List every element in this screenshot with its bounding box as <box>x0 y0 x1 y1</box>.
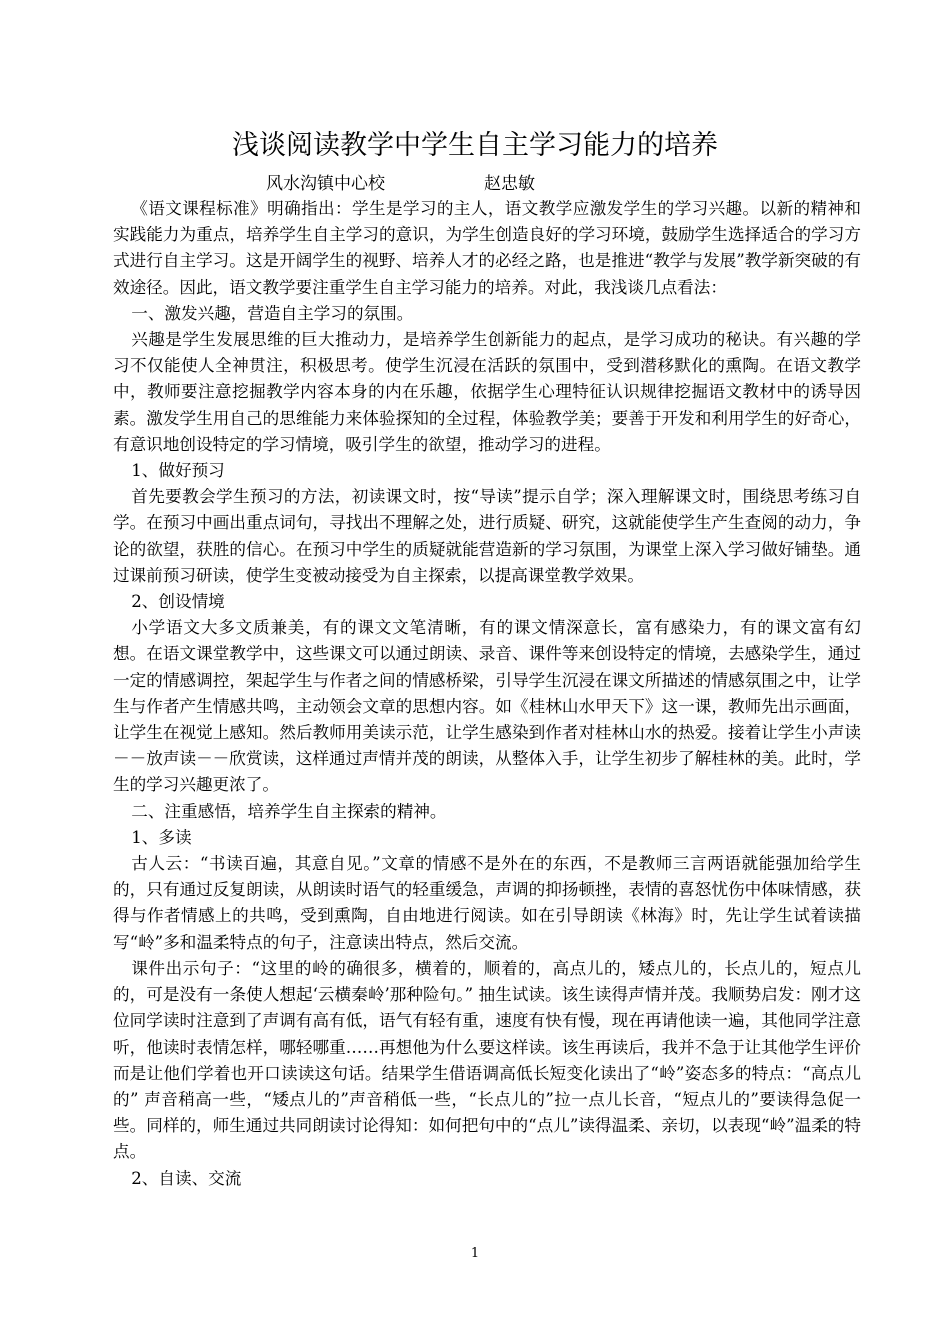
document-title: 浅谈阅读教学中学生自主学习能力的培养 <box>232 130 718 161</box>
body-paragraph: 课件出示句子：“这里的岭的确很多，横着的，顺着的，高点儿的，矮点儿的，长点儿的，短点儿的，可是没有一条使人想起‘云横秦岭’那种险句。” 抽生试读。该生读得声情并茂。我顺势启发：刚才这位同学读时注意到了声调有高有低，语气有轻有重，速度有快有慢，现在再请他读一遍，其他同学注意听，他读时表情怎样，哪轻哪重……再想他为什么要这样读。该生再读后，我并不急于让其他学生评价而是让他们学着也开口读读这句话。结果学生借语调高低长短变化读出了“岭”姿态多的特点：“高点儿的” 声音稍高一些，“矮点儿的”声音稍低一些，“长点儿的”拉一点儿长音，“短点儿的”要读得急促一些。同样的，师生通过共同朗读讨论得知：如何把句中的“点儿”读得温柔、亲切，以表现“岭”温柔的特点。 <box>113 958 861 1162</box>
subsection-heading-2-2: 2、自读、交流 <box>131 1168 242 1188</box>
body-paragraph: 小学语文大多文质兼美，有的课文文笔清晰，有的课文情深意长，富有感染力，有的课文富有幻想。在语文课堂教学中，这些课文可以通过朗读、录音、课件等来创设特定的情境，去感染学生，通过一定的情感调控，架起学生与作者之间的情感桥梁，引导学生沉浸在课文所描述的情感氛围之中，让学生与作者产生情感共鸣，主动领会文章的思想内容。如《桂林山水甲天下》这一课，教师先出示画面，让学生在视觉上感知。然后教师用美读示范，让学生感染到作者对桂林山水的热爱。接着让学生小声读－－放声读－－欣赏读，这样通过声情并茂的朗读，从整体入手，让学生初步了解桂林的美。此时，学生的学习兴趣更浓了。 <box>113 618 861 795</box>
body-paragraph: 古人云：“书读百遍，其意自见。”文章的情感不是外在的东西，不是教师三言两语就能强加给学生的，只有通过反复朗读，从朗读时语气的轻重缓急，声调的抑扬顿挫，表情的喜怒忧伤中体味情感，获得与作者情感上的共鸣，受到熏陶，自由地进行阅读。如在引导朗读《林海》时，先让学生试着读描写“岭”多和温柔特点的句子，注意读出特点，然后交流。 <box>113 854 861 952</box>
subsection-heading-1-2: 2、创设情境 <box>131 592 225 612</box>
section-heading-2: 二、注重感悟，培养学生自主探索的精神。 <box>131 801 447 821</box>
body-paragraph: 兴趣是学生发展思维的巨大推动力，是培养学生创新能力的起点，是学习成功的秘诀。有兴趣的学习不仅能使人全神贯注，积极思考。使学生沉浸在活跃的氛围中，受到潜移默化的熏陶。在语文教学中，教师要注意挖掘教学内容本身的内在乐趣，依据学生心理特征认识规律挖掘语文教材中的诱导因素。激发学生用自己的思维能力来体验探知的全过程，体验教学美；要善于开发和利用学生的好奇心，有意识地创设特定的学习情境，吸引学生的欲望，推动学习的进程。 <box>113 330 861 454</box>
subsection-heading-2-1: 1、多读 <box>131 827 192 847</box>
section-heading-1: 一、激发兴趣，营造自主学习的氛围。 <box>131 303 414 323</box>
document-body <box>113 196 861 1192</box>
author-name: 赵忠敏 <box>484 174 535 194</box>
page-number: 1 <box>470 1246 480 1261</box>
intro-paragraph: 《语文课程标准》明确指出：学生是学习的主人，语文教学应激发学生的学习兴趣。以新的精神和实践能力为重点，培养学生自主学习的意识，为学生创造良好的学习环境，鼓励学生选择适合的学习方式进行自主学习。这是开阔学生的视野、培养人才的必经之路，也是推进“教学与发展”教学新突破的有效途径。因此，语文教学要注重学生自主学习能力的培养。对此，我浅谈几点看法： <box>113 199 861 297</box>
subsection-heading-1-1: 1、做好预习 <box>131 461 225 481</box>
author-school: 风水沟镇中心校 <box>266 174 385 194</box>
body-paragraph: 首先要教会学生预习的方法，初读课文时，按“导读”提示自学；深入理解课文时，围绕思考练习自学。在预习中画出重点词句，寻找出不理解之处，进行质疑、研究，这就能使学生产生查阅的动力，争论的欲望，获胜的信心。在预习中学生的质疑就能营造新的学习氛围，为课堂上深入学习做好铺垫。通过课前预习研读，使学生变被动接受为自主探索，以提高课堂教学效果。 <box>113 487 861 585</box>
